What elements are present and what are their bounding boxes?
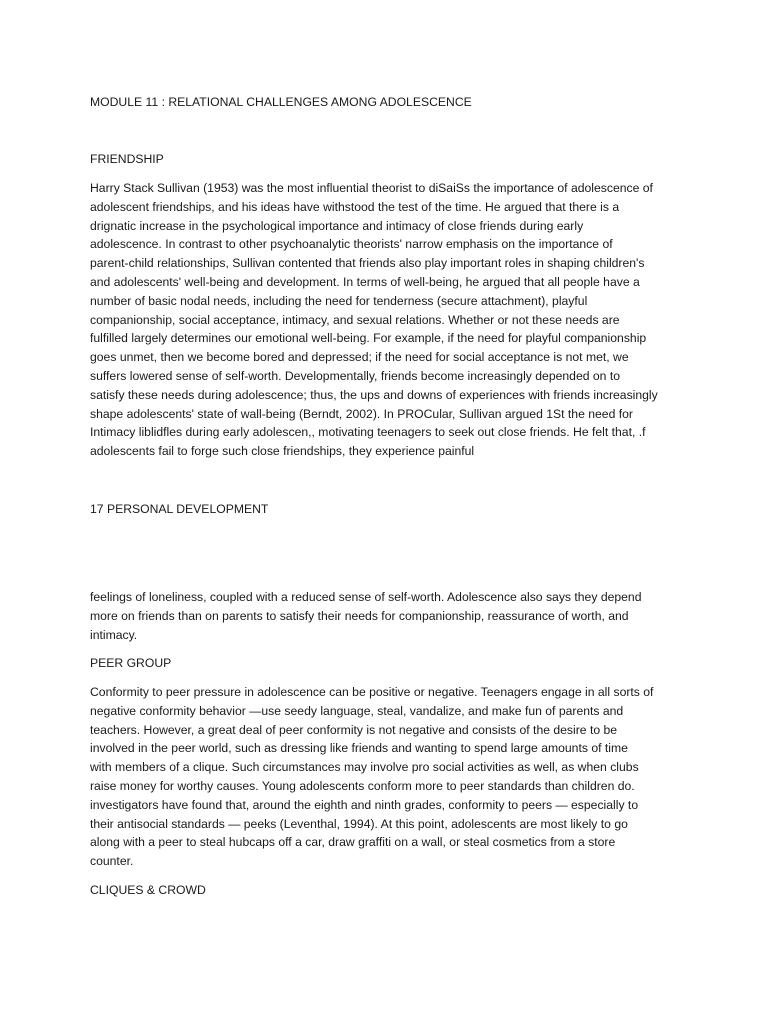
paragraph-line: Intimacy liblidfles during early adolescen,, motivating teenagers to seek out close friends. He felt that, .f — [90, 425, 646, 440]
paragraph-line: raise money for worthy causes. Young adolescents conform more to peer standards than children do. — [90, 778, 635, 793]
paragraph-line: number of basic nodal needs, including the need for tenderness (secure attachment), playful — [90, 293, 588, 308]
paragraph-line: involved in the peer world, such as dressing like friends and wanting to spend large amounts of time — [90, 741, 628, 756]
paragraph-line: goes unmet, then we become bored and depressed; if the need for social acceptance is not met, we — [90, 350, 629, 365]
paragraph-line: adolescents fail to forge such close friendships, they experience painful — [90, 444, 475, 459]
paragraph-line: parent-child relationships, Sullivan contented that friends also play important roles in shaping children's — [90, 256, 645, 271]
paragraph-line: satisfy these needs during adolescence; thus, the ups and downs of experiences with friends increasingly — [90, 387, 658, 402]
paragraph-line: more on friends than on parents to satisfy their needs for companionship, reassurance of worth, and — [90, 608, 629, 623]
module-title: MODULE 11 : RELATIONAL CHALLENGES AMONG ADOLESCENCE — [90, 95, 472, 109]
peer-group-paragraph — [90, 683, 680, 871]
paragraph-line: shape adolescents' state of wall-being (Berndt, 2002). In PROCular, Sullivan argued 1St the need for — [90, 406, 633, 421]
paragraph-line: teachers. However, a great deal of peer conformity is not negative and consists of the desire to be — [90, 722, 618, 737]
paragraph-line: investigators have found that, around the eighth and ninth grades, conformity to peers — especially to — [90, 797, 639, 812]
page-footer-label: 17 PERSONAL DEVELOPMENT — [90, 502, 269, 516]
paragraph-line: negative conformity behavior —use seedy language, steal, vandalize, and make fun of parents and — [90, 703, 624, 718]
paragraph-line: Conformity to peer pressure in adolescence can be positive or negative. Teenagers engage in all sorts of — [90, 685, 654, 699]
paragraph-line: intimacy. — [90, 627, 138, 642]
continuation-paragraph — [90, 588, 680, 644]
paragraph-line: counter. — [90, 854, 134, 869]
paragraph-line: feelings of loneliness, coupled with a reduced sense of self-worth. Adolescence also says they depend — [90, 590, 642, 604]
paragraph-line: along with a peer to steal hubcaps off a car, draw graffiti on a wall, or steal cosmetics from a store — [90, 835, 616, 850]
paragraph-line: suffers lowered sense of self-worth. Developmentally, friends become increasingly depended on to — [90, 368, 620, 383]
paragraph-line: adolescence. In contrast to other psychoanalytic theorists' narrow emphasis on the importance of — [90, 237, 613, 252]
paragraph-line: and adolescents' well-being and development. In terms of well-being, he argued that all people have a — [90, 274, 640, 289]
paragraph-line: their antisocial standards — peeks (Leventhal, 1994). At this point, adolescents are most likely to go — [90, 816, 628, 831]
paragraph-line: drignatic increase in the psychological importance and intimacy of close friends during early — [90, 218, 584, 233]
paragraph-line: fulfilled largely determines our emotional well-being. For example, if the need for playful companionship — [90, 331, 647, 346]
cliques-heading: CLIQUES & CROWD — [90, 883, 206, 897]
paragraph-line: companionship, social acceptance, intimacy, and sexual relations. Whether or not these needs are — [90, 312, 620, 327]
peer-group-heading: PEER GROUP — [90, 656, 172, 670]
friendship-heading: FRIENDSHIP — [90, 152, 164, 166]
paragraph-line: Harry Stack Sullivan (1953) was the most influential theorist to diSaiSs the importance of adolescence of — [90, 181, 653, 195]
friendship-paragraph — [90, 179, 680, 461]
paragraph-line: with members of a clique. Such circumstances may involve pro social activities as well, as when clubs — [90, 760, 639, 775]
paragraph-line: adolescent friendships, and his ideas have withstood the test of the time. He argued that there is a — [90, 199, 620, 214]
